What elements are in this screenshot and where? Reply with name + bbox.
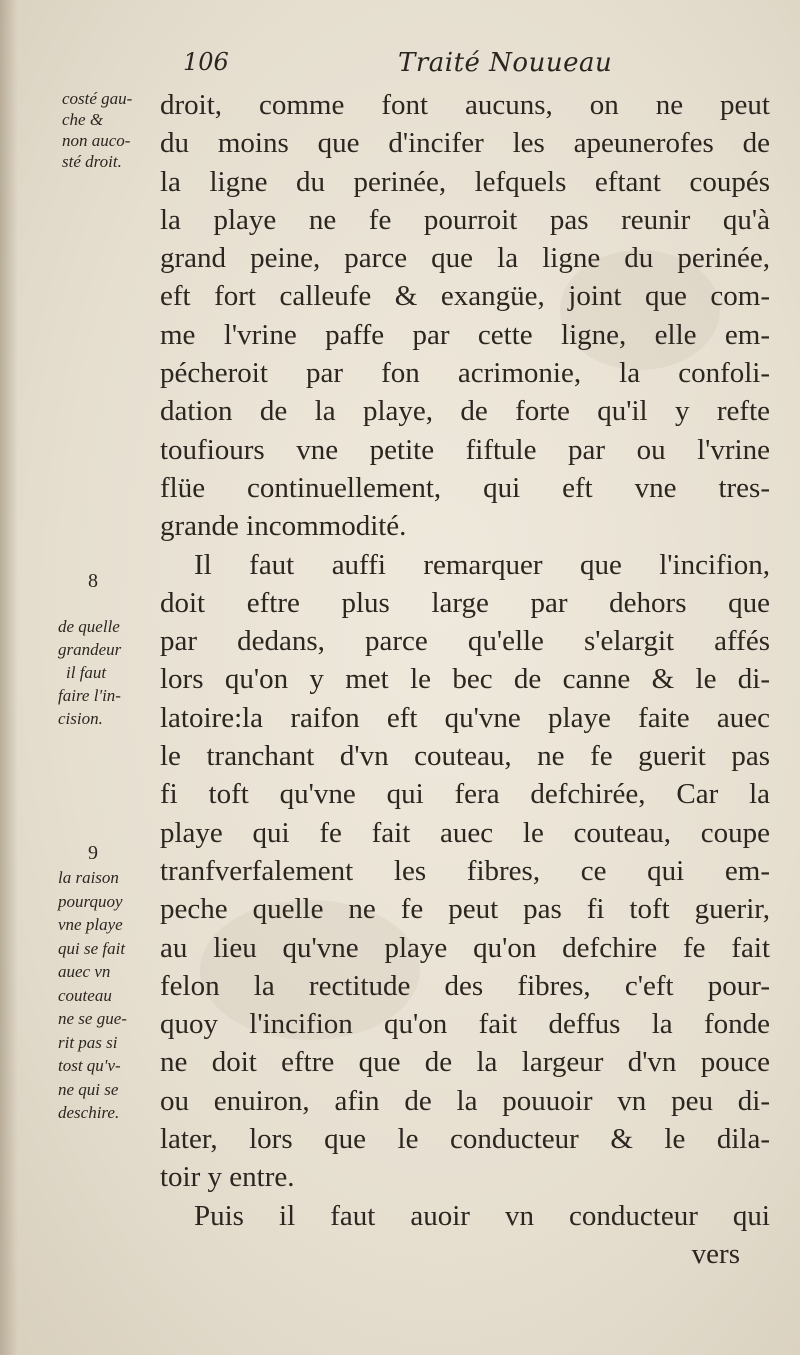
page-header [0,48,800,84]
text-line: au lieu qu'vne playe qu'on defchire fe fait [160,931,770,964]
text-line: toir y entre. [160,1161,295,1194]
margin-number-9: 9 [88,842,98,864]
text-line: le tranchant d'vn couteau, ne fe guerit pas [160,740,770,773]
text-line: latoire:la raifon eft qu'vne playe faite auec [160,701,770,734]
margin-note-line: auec vn [58,962,111,981]
margin-note-line: grandeur [58,640,122,659]
text-line: toufiours vne petite fiftule par ou l'vrine [160,433,770,466]
text-line: later, lors que le conducteur & le dila- [160,1123,770,1156]
margin-note-1 [62,88,132,172]
text-line: quoy l'incifion qu'on fait deffus la fonde [160,1008,770,1041]
text-line: peche quelle ne fe peut pas fi toft guerir, [160,893,770,926]
text-line: playe qui fe fait auec le couteau, coupe [160,816,770,849]
gutter-shadow [0,0,18,1355]
text-line: droit, comme font aucuns, on ne peut [160,89,770,121]
text-line: la ligne du perinée, lefquels eftant coupés [160,165,770,198]
text-line: felon la rectitude des fibres, c'eft pour- [160,969,770,1002]
margin-note-line: deschire. [58,1103,120,1122]
text-line: Puis il faut auoir vn conducteur qui [194,1199,770,1232]
text-line: du moins que d'incifer les apeunerofes de [160,127,770,160]
margin-note-line: pourquoy [58,891,123,911]
margin-note-line: ne se gue- [58,1009,127,1028]
running-title: Traité Nouueau [398,48,613,78]
margin-note-line: il faut [66,663,107,682]
text-line: grande incommodité. [160,510,407,543]
margin-note-line: de quelle [58,617,120,636]
catchword: vers [691,1237,740,1270]
page-number: 106 [183,48,229,76]
margin-note-line: vne playe [58,915,123,934]
text-line: lors qu'on y met le bec de canne & le di- [160,663,770,696]
text-line: flüe continuellement, qui eft vne tres- [160,471,770,504]
body-text [160,86,770,1273]
text-line: dation de la playe, de forte qu'il y refte [160,395,770,428]
margin-note-line: la raison [58,868,119,887]
margin-note-line: qui se fait [58,938,126,958]
text-line: pécheroit par fon acrimonie, la confoli- [160,357,770,390]
margin-note-line: couteau [58,985,112,1005]
margin-note-line: che & [62,110,104,129]
margin-note-line: non auco- [62,131,131,150]
margin-note-line: faire l'in- [58,686,121,705]
margin-note-3 [58,866,127,1125]
text-line: tranfverfalement les fibres, ce qui em- [160,854,770,887]
margin-note-line: costé gau- [62,89,133,108]
text-line: grand peine, parce que la ligne du perinée, [160,242,770,275]
margin-note-line: tost qu'v- [58,1056,121,1075]
margin-note-line: rit pas si [58,1032,118,1052]
text-line: ne doit eftre que de la largeur d'vn pouce [160,1046,770,1079]
margin-note-line: ne qui se [58,1079,119,1099]
text-line: fi toft qu'vne qui fera defchirée, Car la [160,778,770,811]
text-line: la playe ne fe pourroit pas reunir qu'à [160,203,770,236]
text-line: ou enuiron, afin de la pouuoir vn peu di- [160,1084,770,1117]
text-line: eft fort calleufe & exangüe, joint que com- [160,280,770,313]
text-line: me l'vrine paffe par cette ligne, elle em- [160,318,770,351]
text-line: Il faut auffi remarquer que l'incifion, [194,548,770,581]
text-line: par dedans, parce qu'elle s'elargit affés [160,625,770,658]
margin-note-line: sté droit. [62,152,122,171]
margin-number-8: 8 [88,570,98,592]
margin-note-2 [58,615,121,730]
text-line: doit eftre plus large par dehors que [160,586,770,619]
margin-note-line: cision. [58,709,103,728]
